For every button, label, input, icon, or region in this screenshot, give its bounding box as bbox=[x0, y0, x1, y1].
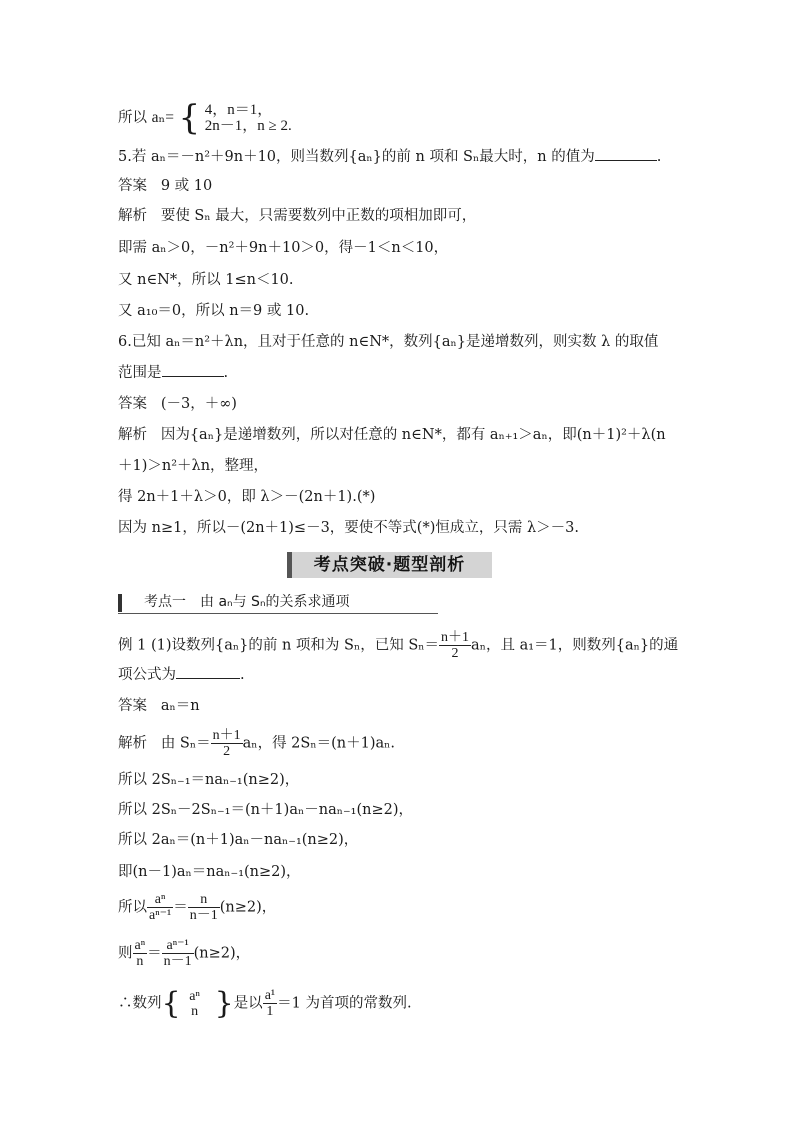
fraction bbox=[188, 892, 220, 923]
left-brace: { bbox=[178, 98, 201, 138]
text: 所以 bbox=[118, 110, 152, 126]
numerator: a¹ bbox=[264, 988, 276, 1003]
left-brace: { bbox=[161, 985, 181, 1021]
fraction bbox=[133, 938, 148, 969]
denominator: 2 bbox=[223, 744, 231, 759]
numerator: n＋1 bbox=[212, 728, 241, 743]
answer-blank bbox=[595, 146, 657, 161]
answer-label: 答案 bbox=[118, 396, 147, 412]
question-6-1 bbox=[118, 332, 658, 352]
question-text: 5.若 aₙ＝－n²＋9n＋10，则当数列{aₙ}的前 n 项和 Sₙ最大时，n 的值为 bbox=[118, 149, 595, 165]
example-1-solution-7 bbox=[118, 938, 250, 969]
numerator: n bbox=[188, 892, 220, 908]
kaodian-underline bbox=[118, 613, 438, 614]
question-5 bbox=[118, 146, 661, 167]
solution-text: aₙ，得 2Sₙ＝(n＋1)aₙ. bbox=[242, 735, 396, 752]
answer-value: aₙ＝n bbox=[160, 698, 200, 714]
solution-text: ＝1 为首项的常数列. bbox=[277, 995, 412, 1012]
period: . bbox=[240, 667, 245, 683]
denominator: n－1 bbox=[163, 954, 192, 969]
example-1-solution-2 bbox=[118, 770, 299, 790]
solution-text: ∴数列 bbox=[118, 995, 162, 1012]
case-1: 4，n＝1， bbox=[204, 102, 273, 118]
solution-6-3 bbox=[118, 487, 375, 507]
example-1-solution-6 bbox=[118, 892, 276, 923]
fraction bbox=[439, 630, 471, 661]
solution-text: 由 Sₙ＝ bbox=[160, 735, 211, 752]
example-1-solution-5 bbox=[118, 862, 301, 882]
solution-5-1 bbox=[118, 206, 476, 226]
example-1-solution-3 bbox=[118, 800, 413, 820]
case-2: 2n－1，n ≥ 2. bbox=[204, 118, 292, 134]
question-text: 例 1 (1)设数列{aₙ}的前 n 项和为 Sₙ，已知 Sₙ＝ bbox=[118, 637, 440, 654]
numerator: aⁿ⁻¹ bbox=[162, 938, 194, 954]
solution-text: 则 bbox=[118, 945, 133, 962]
solution-text: 即(n－1)aₙ＝naₙ₋₁(n≥2)， bbox=[118, 864, 301, 880]
question-text: 6.已知 aₙ＝n²＋λn，且对于任意的 n∈N*，数列{aₙ}是递增数列，则实数 λ 的取值 bbox=[118, 334, 659, 350]
answer-value: 9 或 10 bbox=[160, 178, 213, 194]
example-1-solution-1 bbox=[118, 728, 395, 759]
section-banner: 考点突破·题型剖析 bbox=[287, 552, 492, 578]
solution-text: 即需 aₙ＞0，－n²＋9n＋10＞0，得－1＜n＜10， bbox=[118, 240, 449, 256]
fraction bbox=[147, 892, 173, 923]
answer-blank bbox=[162, 362, 224, 377]
fraction bbox=[181, 989, 209, 1019]
question-text: 项公式为 bbox=[118, 667, 176, 683]
answer-label: 答案 bbox=[118, 178, 147, 194]
solution-text: 所以 2Sₙ₋₁＝naₙ₋₁(n≥2)， bbox=[118, 772, 300, 788]
fraction bbox=[263, 988, 277, 1019]
answer-6 bbox=[118, 394, 237, 414]
denominator: aⁿ⁻¹ bbox=[149, 908, 172, 923]
math-an: aₙ= bbox=[151, 109, 174, 126]
question-text: 范围是 bbox=[118, 365, 162, 381]
example-1-solution-4 bbox=[118, 830, 358, 850]
example-1-solution-8 bbox=[118, 985, 412, 1021]
solution-5-4 bbox=[118, 301, 309, 321]
answer-label: 答案 bbox=[118, 698, 147, 714]
denominator: n bbox=[191, 1003, 199, 1019]
answer-5 bbox=[118, 176, 212, 196]
period: . bbox=[223, 365, 229, 381]
example-1-question-2 bbox=[118, 664, 245, 685]
period: . bbox=[656, 149, 662, 165]
numerator: aⁿ bbox=[134, 938, 146, 953]
numerator: n＋1 bbox=[441, 630, 470, 645]
cases bbox=[205, 102, 292, 134]
solution-text: 又 a₁₀＝0，所以 n＝9 或 10. bbox=[118, 303, 310, 319]
banner-accent-bar bbox=[287, 552, 292, 578]
equals: ＝ bbox=[173, 899, 188, 916]
denominator: n－1 bbox=[189, 908, 218, 923]
solution-text: (n≥2)， bbox=[193, 945, 251, 962]
answer-value: (－3，＋∞) bbox=[160, 396, 237, 412]
fraction bbox=[162, 938, 194, 969]
numerator: aⁿ bbox=[147, 892, 173, 908]
solution-text: 所以 2Sₙ－2Sₙ₋₁＝(n＋1)aₙ－naₙ₋₁(n≥2)， bbox=[118, 802, 413, 818]
right-brace: } bbox=[214, 985, 234, 1021]
example-1-question bbox=[118, 630, 678, 661]
solution-5-3 bbox=[118, 270, 294, 290]
solution-text: 要使 Sₙ 最大，只需要数列中正数的项相加即可， bbox=[160, 208, 477, 224]
solution-text: 因为{aₙ}是递增数列，所以对任意的 n∈N*，都有 aₙ₊₁＞aₙ，即(n＋1)²＋λ(n bbox=[160, 427, 666, 443]
question-6-2 bbox=[118, 362, 228, 383]
denominator: n bbox=[136, 954, 144, 969]
solution-text: 是以 bbox=[233, 995, 263, 1012]
solution-text: 所以 bbox=[118, 899, 147, 916]
denominator: 1 bbox=[266, 1004, 274, 1019]
solution-text: (n≥2)， bbox=[219, 899, 277, 916]
example-1-answer bbox=[118, 696, 200, 716]
solution-6-2 bbox=[118, 456, 268, 476]
piecewise-line bbox=[118, 98, 292, 138]
solution-5-2 bbox=[118, 238, 448, 258]
denominator: 2 bbox=[451, 646, 459, 661]
solution-label: 解析 bbox=[118, 208, 147, 224]
solution-text: 所以 2aₙ＝(n＋1)aₙ－naₙ₋₁(n≥2)， bbox=[118, 832, 359, 848]
solution-text: 又 n∈N*，所以 1≤n＜10. bbox=[118, 272, 294, 288]
solution-6-1 bbox=[118, 425, 666, 445]
fraction bbox=[211, 728, 243, 759]
solution-label: 解析 bbox=[118, 735, 147, 752]
equals: ＝ bbox=[147, 945, 162, 962]
solution-label: 解析 bbox=[118, 427, 147, 443]
solution-6-4 bbox=[118, 518, 579, 538]
solution-text: ＋1)＞n²＋λn，整理， bbox=[118, 458, 269, 474]
question-text: aₙ，且 a₁＝1，则数列{aₙ}的通 bbox=[471, 637, 679, 654]
numerator: aⁿ bbox=[189, 988, 200, 1004]
kaodian-title: 考点一 由 aₙ与 Sₙ的关系求通项 bbox=[144, 594, 350, 610]
answer-blank bbox=[176, 664, 240, 679]
solution-text: 因为 n≥1，所以－(2n＋1)≤－3，要使不等式(*)恒成立，只需 λ＞－3. bbox=[118, 520, 579, 536]
solution-text: 得 2n＋1＋λ＞0，即 λ＞－(2n＋1).(*) bbox=[118, 489, 376, 505]
